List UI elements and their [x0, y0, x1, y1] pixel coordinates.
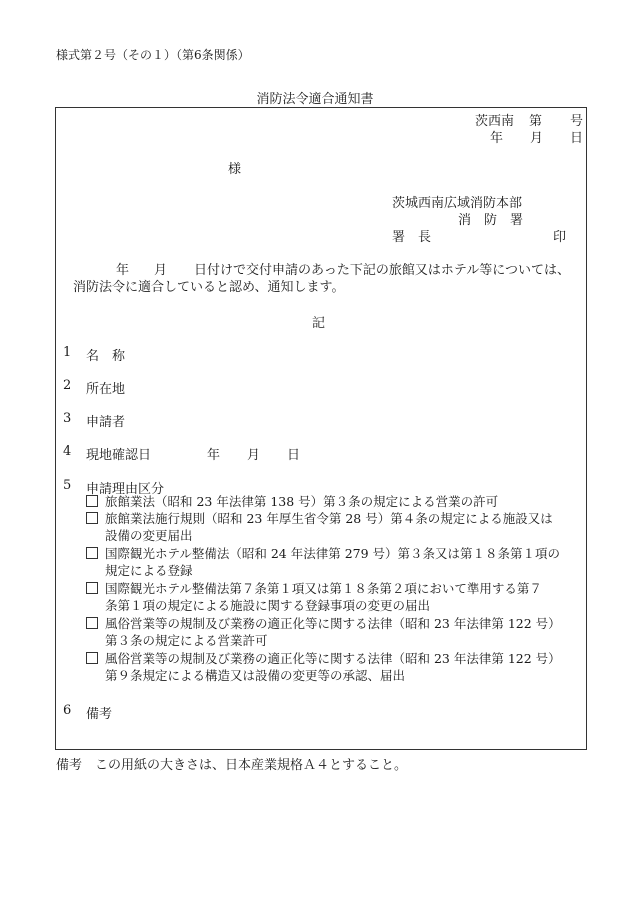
date-day-label: 日: [570, 131, 584, 146]
checkbox[interactable]: [86, 512, 98, 524]
reason-text-continued: 条第１項の規定による施設に関する登録事項の変更の届出: [105, 598, 431, 613]
footer-note: 備考 この用紙の大きさは、日本産業規格Ａ４とすること。: [56, 758, 408, 773]
issuer-headquarters: 茨城西南広域消防本部: [392, 196, 523, 211]
item-label-address: 所在地: [86, 382, 126, 397]
date-month-label: 月: [530, 131, 544, 146]
reason-text-continued: 第９条規定による構造又は設備の変更等の承認、届出: [105, 668, 406, 683]
item-label-inspection-date: 現地確認日: [86, 448, 152, 463]
reason-option-1[interactable]: [86, 493, 498, 510]
item-number-6: 6: [63, 703, 72, 718]
reason-option-2[interactable]: [86, 510, 553, 544]
date-year-label: 年: [490, 131, 504, 146]
inspection-year-label: 年: [207, 448, 221, 463]
reason-text: 国際観光ホテル整備法第７条第１項又は第１８条第２項において準用する第７: [105, 581, 542, 596]
body-text-line1: 日付けで交付申請のあった下記の旅館又はホテル等については、: [194, 263, 570, 278]
inspection-day-label: 日: [287, 448, 301, 463]
item-label-name: 名 称: [86, 349, 126, 364]
reason-option-5[interactable]: [86, 615, 561, 649]
checkbox[interactable]: [86, 547, 98, 559]
reason-option-6[interactable]: [86, 650, 561, 684]
body-year-label: 年: [116, 263, 130, 278]
reason-text-continued: 設備の変更届出: [105, 528, 193, 543]
doc-number-dai: 第: [529, 114, 543, 129]
addressee-suffix: 様: [228, 162, 242, 177]
reason-option-3[interactable]: [86, 545, 560, 579]
seal-mark: 印: [553, 230, 567, 245]
reason-text: 国際観光ホテル整備法（昭和 24 年法律第 279 号）第３条又は第１８条第１項の: [105, 546, 561, 561]
form-number: 様式第２号（その１）（第6条関係）: [56, 48, 250, 62]
reason-text: 風俗営業等の規制及び業務の適正化等に関する法律（昭和 23 年法律第 122 号）: [105, 651, 561, 666]
doc-number-go: 号: [570, 114, 584, 129]
reason-text-continued: 第３条の規定による営業許可: [105, 633, 268, 648]
reason-text-continued: 規定による登録: [105, 563, 193, 578]
checkbox[interactable]: [86, 652, 98, 664]
item-label-applicant: 申請者: [86, 415, 126, 430]
item-number-3: 3: [63, 411, 72, 426]
item-number-1: 1: [63, 345, 72, 360]
issuer-station: 消 防 署: [458, 213, 524, 228]
document-title: 消防法令適合通知書: [256, 92, 374, 107]
item-label-remarks: 備考: [86, 707, 113, 722]
checkbox[interactable]: [86, 582, 98, 594]
reason-text: 旅館業法（昭和 23 年法律第 138 号）第３条の規定による営業の許可: [105, 494, 499, 509]
reason-text: 旅館業法施行規則（昭和 23 年厚生省令第 28 号）第４条の規定による施設又は: [105, 511, 553, 526]
item-label-reason-category: 申請理由区分: [86, 482, 165, 497]
item-number-4: 4: [63, 444, 72, 459]
inspection-month-label: 月: [247, 448, 261, 463]
issuer-chief: 署 長: [392, 230, 432, 245]
body-text-line2: 消防法令に適合していると認め、通知します。: [73, 280, 345, 295]
doc-number-prefix: 茨西南: [475, 114, 515, 129]
checkbox[interactable]: [86, 617, 98, 629]
checkbox[interactable]: [86, 495, 98, 507]
reason-text: 風俗営業等の規制及び業務の適正化等に関する法律（昭和 23 年法律第 122 号）: [105, 616, 561, 631]
body-month-label: 月: [154, 263, 168, 278]
reason-option-4[interactable]: [86, 580, 542, 614]
item-number-2: 2: [63, 378, 72, 393]
item-number-5: 5: [63, 478, 72, 493]
ki-heading: 記: [312, 316, 326, 331]
